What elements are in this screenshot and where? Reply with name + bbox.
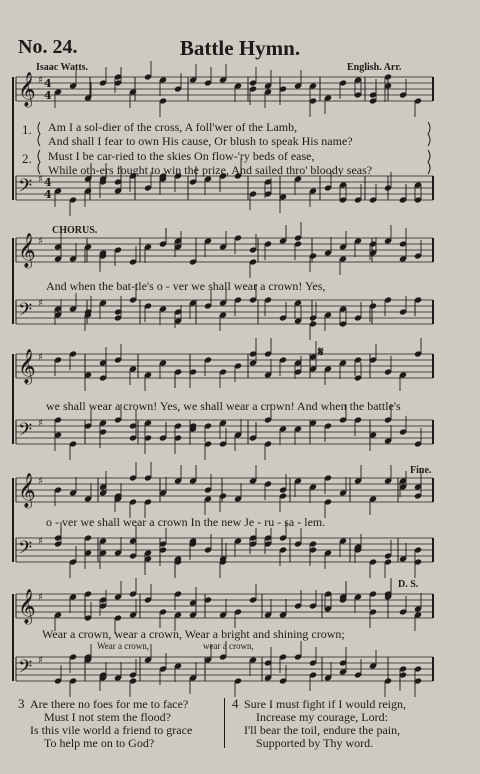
author-credit: Isaac Watts. (36, 62, 89, 73)
stanza-4-number: 4 (232, 696, 239, 711)
sharp-icon: ♯ (38, 352, 43, 363)
sharp-icon: ♯ (38, 174, 43, 185)
verse-2-line-1: Must I be car-ried to the skies On flow-'ry beds of ease, (48, 149, 315, 163)
stanza-4-line-1: Sure I must fight if I would reign, (244, 697, 406, 711)
bass-clef-icon: 𝄢 (18, 538, 33, 563)
hymn-title: Battle Hymn. (179, 36, 301, 60)
stanza-4-line-2: Increase my courage, Lord: (256, 710, 388, 724)
sharp-icon: ♯ (38, 75, 43, 86)
bass-clef-icon: 𝄢 (18, 300, 33, 325)
segno-sign: 𝄋 (318, 344, 324, 359)
sharp-icon: ♯ (38, 536, 43, 547)
bass-clef-icon: 𝄢 (18, 420, 33, 445)
verse-1-number: 1. (22, 122, 32, 137)
bass-words-a: Wear a crown, (97, 641, 149, 651)
chorus-label: CHORUS. (52, 225, 98, 236)
stanza-3-line-4: To help me on to God? (44, 736, 155, 750)
chorus-line-3: o - ver we shall wear a crown In the new Je - ru - sa - lem. (46, 515, 326, 529)
fine-mark: Fine. (410, 465, 432, 476)
hymn-number: No. 24. (18, 36, 78, 58)
sharp-icon: ♯ (38, 298, 43, 309)
stanza-divider (224, 698, 225, 748)
arranger-credit: English. Arr. (347, 62, 402, 73)
sharp-icon: ♯ (38, 418, 43, 429)
verse-1-line-2: And shall I fear to own His cause, Or blush to speak His name? (48, 134, 353, 148)
stanza-3-line-1: Are there no foes for me to face? (30, 697, 189, 711)
treble-clef-icon: 𝄞 (18, 473, 36, 508)
time-signature: 4 (44, 176, 52, 189)
stanza-3-number: 3 (18, 696, 25, 711)
chorus-line-2: we shall wear a crown! Yes, we shall wear a crown! And when the battle's (46, 399, 401, 413)
ds-mark: D. S. (398, 579, 419, 590)
bass-clef-icon: 𝄢 (18, 657, 33, 682)
sharp-icon: ♯ (38, 236, 43, 247)
treble-clef-icon: 𝄞 (18, 349, 36, 384)
verse-1-line-1: Am I a sol-dier of the cross, A foll'wer of the Lamb, (48, 120, 298, 134)
verse-2-number: 2. (22, 151, 32, 166)
verse-2-line-2: While oth-ers fought to win the prize, And sailed thro' bloody seas? (48, 163, 373, 177)
time-signature: 4 (44, 89, 52, 102)
bass-words-b: wear a crown, (203, 641, 254, 651)
stanza-3-line-3: Is this vile world a friend to grace (30, 723, 193, 737)
chorus-line-1: And when the bat-tle's o - ver we shall wear a crown! Yes, (46, 279, 326, 293)
treble-clef-icon: 𝄞 (18, 589, 36, 624)
treble-clef-icon: 𝄞 (18, 233, 36, 268)
verse-brace (428, 150, 430, 174)
stanza-4-line-3: I'll bear the toil, endure the pain, (244, 723, 401, 737)
stanza-4-line-4: Supported by Thy word. (256, 736, 374, 750)
sharp-icon: ♯ (38, 476, 43, 487)
sharp-icon: ♯ (38, 592, 43, 603)
verse-brace (428, 122, 430, 146)
verse-brace (38, 122, 40, 146)
chorus-line-4: Wear a crown, wear a crown, Wear a bright and shining crown; (42, 627, 345, 641)
sharp-icon: ♯ (38, 655, 43, 666)
stanza-3-line-2: Must I not stem the flood? (44, 710, 171, 724)
treble-clef-icon: 𝄞 (18, 72, 36, 107)
bass-clef-icon: 𝄢 (18, 176, 33, 201)
verse-brace (38, 150, 40, 174)
time-signature: 4 (44, 188, 52, 201)
time-signature: 4 (44, 77, 52, 90)
